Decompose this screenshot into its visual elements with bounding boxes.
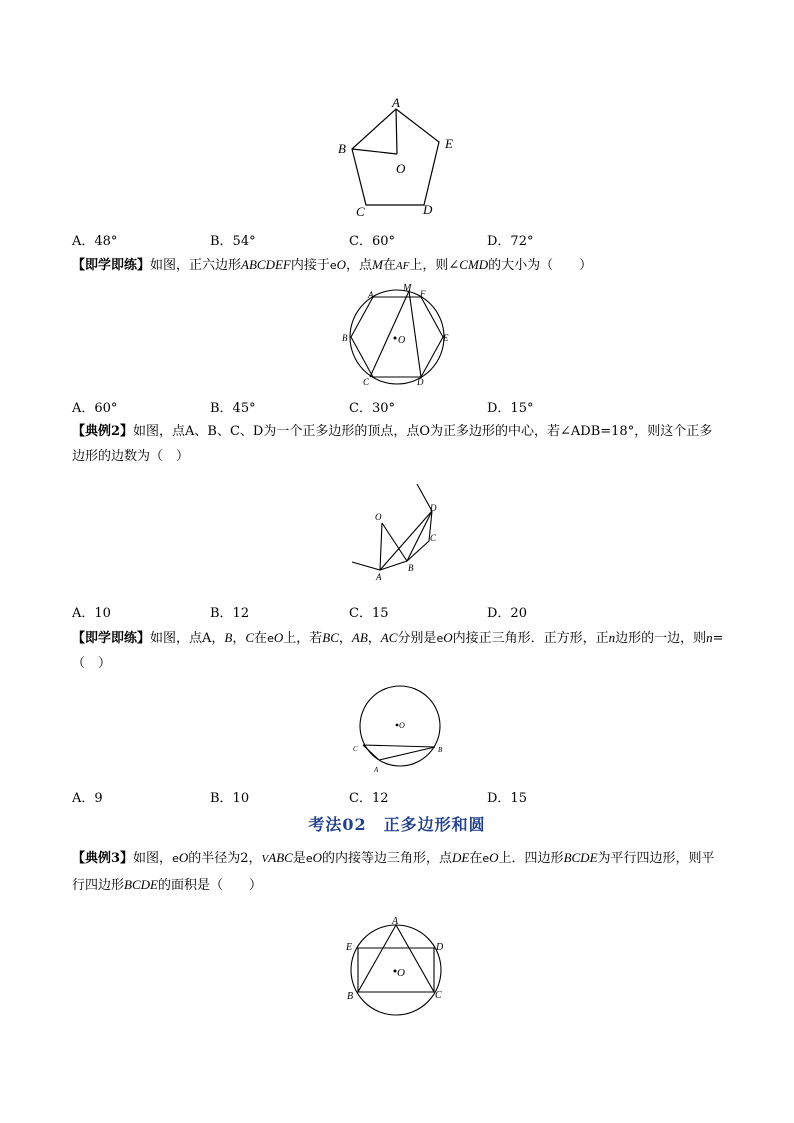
option-a: A．48°	[72, 234, 118, 249]
question-text: 的面积是（ ）	[157, 878, 262, 893]
circle-symbol: e	[436, 632, 444, 645]
vertex-label: B	[342, 333, 348, 343]
center-label: O	[396, 161, 406, 176]
math-var: AB	[351, 630, 368, 645]
math-var: CMD	[459, 257, 489, 272]
math-var: O	[273, 630, 284, 645]
vertex-label: C	[356, 204, 365, 219]
vertex-label: E	[445, 136, 453, 151]
circle-symbol: e	[172, 852, 179, 865]
vertex-label: A	[392, 916, 399, 927]
section-title: 考法02 正多边形和圆	[308, 815, 486, 834]
question-2	[72, 252, 724, 279]
vertex-label: B	[338, 141, 346, 156]
option-c: C．30°	[349, 401, 395, 416]
question-text: ，	[338, 631, 352, 646]
triangle-symbol: V	[261, 853, 269, 865]
math-var: AC	[380, 630, 398, 645]
math-var: O	[312, 850, 322, 865]
vertex-label: A	[376, 572, 382, 582]
vertex-label: E	[443, 333, 449, 343]
math-var: B	[224, 630, 233, 645]
vertex-label: D	[423, 202, 433, 217]
question-text: 的半径为2，	[188, 851, 262, 866]
question-text: 在	[382, 258, 396, 273]
option-a: A．10	[72, 606, 111, 621]
circle-symbol: e	[482, 852, 490, 865]
center-label: O	[398, 335, 406, 346]
option-d: D．15	[487, 791, 527, 806]
math-var: C	[245, 630, 255, 645]
question-text: 上，若	[283, 631, 323, 646]
arc-symbol: AF	[395, 260, 410, 272]
question-text: 的内接等边三角形，点	[322, 851, 453, 866]
option-b: B．12	[210, 606, 250, 621]
question-text: 上，则∠	[409, 258, 460, 273]
question-text: 如图，点A，	[150, 631, 225, 646]
center-label: O	[397, 967, 405, 979]
option-c: C．60°	[349, 234, 395, 249]
question-text: =（ ）	[72, 631, 724, 671]
question-tag: 【典例2】	[72, 424, 134, 439]
option-c: C．15	[349, 606, 389, 621]
question-3	[72, 419, 724, 469]
math-var: BCDE	[563, 850, 598, 865]
option-a: A．60°	[72, 401, 118, 416]
question-text: 如图，	[133, 851, 173, 866]
circle-symbol: e	[305, 852, 313, 865]
center-label: O	[375, 512, 382, 522]
question-5	[72, 845, 724, 898]
option-b: B．45°	[210, 401, 256, 416]
math-var: ABCDEF	[241, 257, 291, 272]
option-d: D．15°	[487, 401, 534, 416]
math-var: ABC	[268, 850, 293, 865]
hexagon-circle-figure	[340, 282, 456, 390]
math-var: n	[706, 630, 713, 645]
circle-symbol: e	[329, 259, 337, 272]
q2-options	[72, 397, 722, 417]
vertex-label: A	[374, 766, 379, 774]
question-tag: 【即学即练】	[72, 258, 151, 273]
question-text: 为平行四边形，则平行四边形	[72, 851, 715, 893]
math-var: n	[608, 630, 616, 645]
vertex-label: C	[430, 533, 437, 543]
triangle-parallelogram-figure	[338, 910, 454, 1018]
question-tag: 【即学即练】	[72, 631, 151, 646]
q3-options	[72, 602, 722, 622]
question-text: ，点	[346, 258, 373, 273]
question-text: 分别是	[397, 631, 437, 646]
question-text: 是	[292, 851, 306, 866]
vertex-label: D	[430, 503, 437, 513]
vertex-label: M	[403, 283, 412, 294]
question-text: 如图，点A、B、C、D为一个正多边形的顶点，点O为正多边形的中心，若∠ADB=18°，则这个正多边形的边数为（ ）	[72, 424, 713, 464]
math-var: O	[336, 257, 347, 272]
question-text: 在	[469, 851, 483, 866]
math-var: DE	[452, 850, 470, 865]
question-text: ，	[367, 631, 381, 646]
question-text: 如图，正六边形	[150, 258, 242, 273]
vertex-label: C	[363, 377, 370, 387]
circle-symbol: e	[267, 632, 274, 645]
option-d: D．20	[487, 606, 527, 621]
vertex-label: D	[436, 942, 444, 953]
vertex-label: A	[368, 290, 374, 300]
option-c: C．12	[349, 791, 389, 806]
math-var: BCDE	[124, 877, 158, 892]
vertex-label: B	[347, 991, 354, 1002]
vertex-label: B	[408, 563, 414, 573]
pentagon-figure	[330, 92, 470, 222]
question-text: 上．四边形	[498, 851, 564, 866]
vertex-label: D	[417, 377, 424, 387]
option-d: D．72°	[487, 234, 534, 249]
math-var: M	[372, 257, 383, 272]
polygon-fragment-figure	[346, 480, 452, 584]
vertex-label: F	[420, 289, 426, 299]
vertex-label: E	[346, 942, 353, 953]
option-a: A．9	[72, 791, 103, 806]
question-text: 内接正三角形．正方形，正	[452, 631, 609, 646]
vertex-label: B	[438, 746, 443, 754]
question-text: 内接于	[290, 258, 330, 273]
vertex-label: C	[435, 990, 442, 1001]
math-var: O	[489, 850, 499, 865]
math-var: BC	[322, 630, 339, 645]
question-text: ，	[232, 631, 246, 646]
option-b: B．54°	[210, 234, 256, 249]
question-tag: 【典例3】	[72, 851, 134, 866]
vertex-label: C	[353, 745, 358, 753]
q1-options	[72, 230, 722, 250]
question-text: 在	[254, 631, 268, 646]
circle-chords-figure	[350, 683, 450, 775]
question-text: 的大小为（ ）	[488, 258, 593, 273]
q4-options	[72, 787, 722, 807]
vertex-label: A	[392, 95, 400, 110]
question-4	[72, 625, 724, 676]
question-text: 边形的一边，则	[615, 631, 707, 646]
math-var: O	[443, 630, 453, 645]
option-b: B．10	[210, 791, 250, 806]
math-var: O	[178, 850, 189, 865]
center-label: O	[399, 721, 405, 730]
